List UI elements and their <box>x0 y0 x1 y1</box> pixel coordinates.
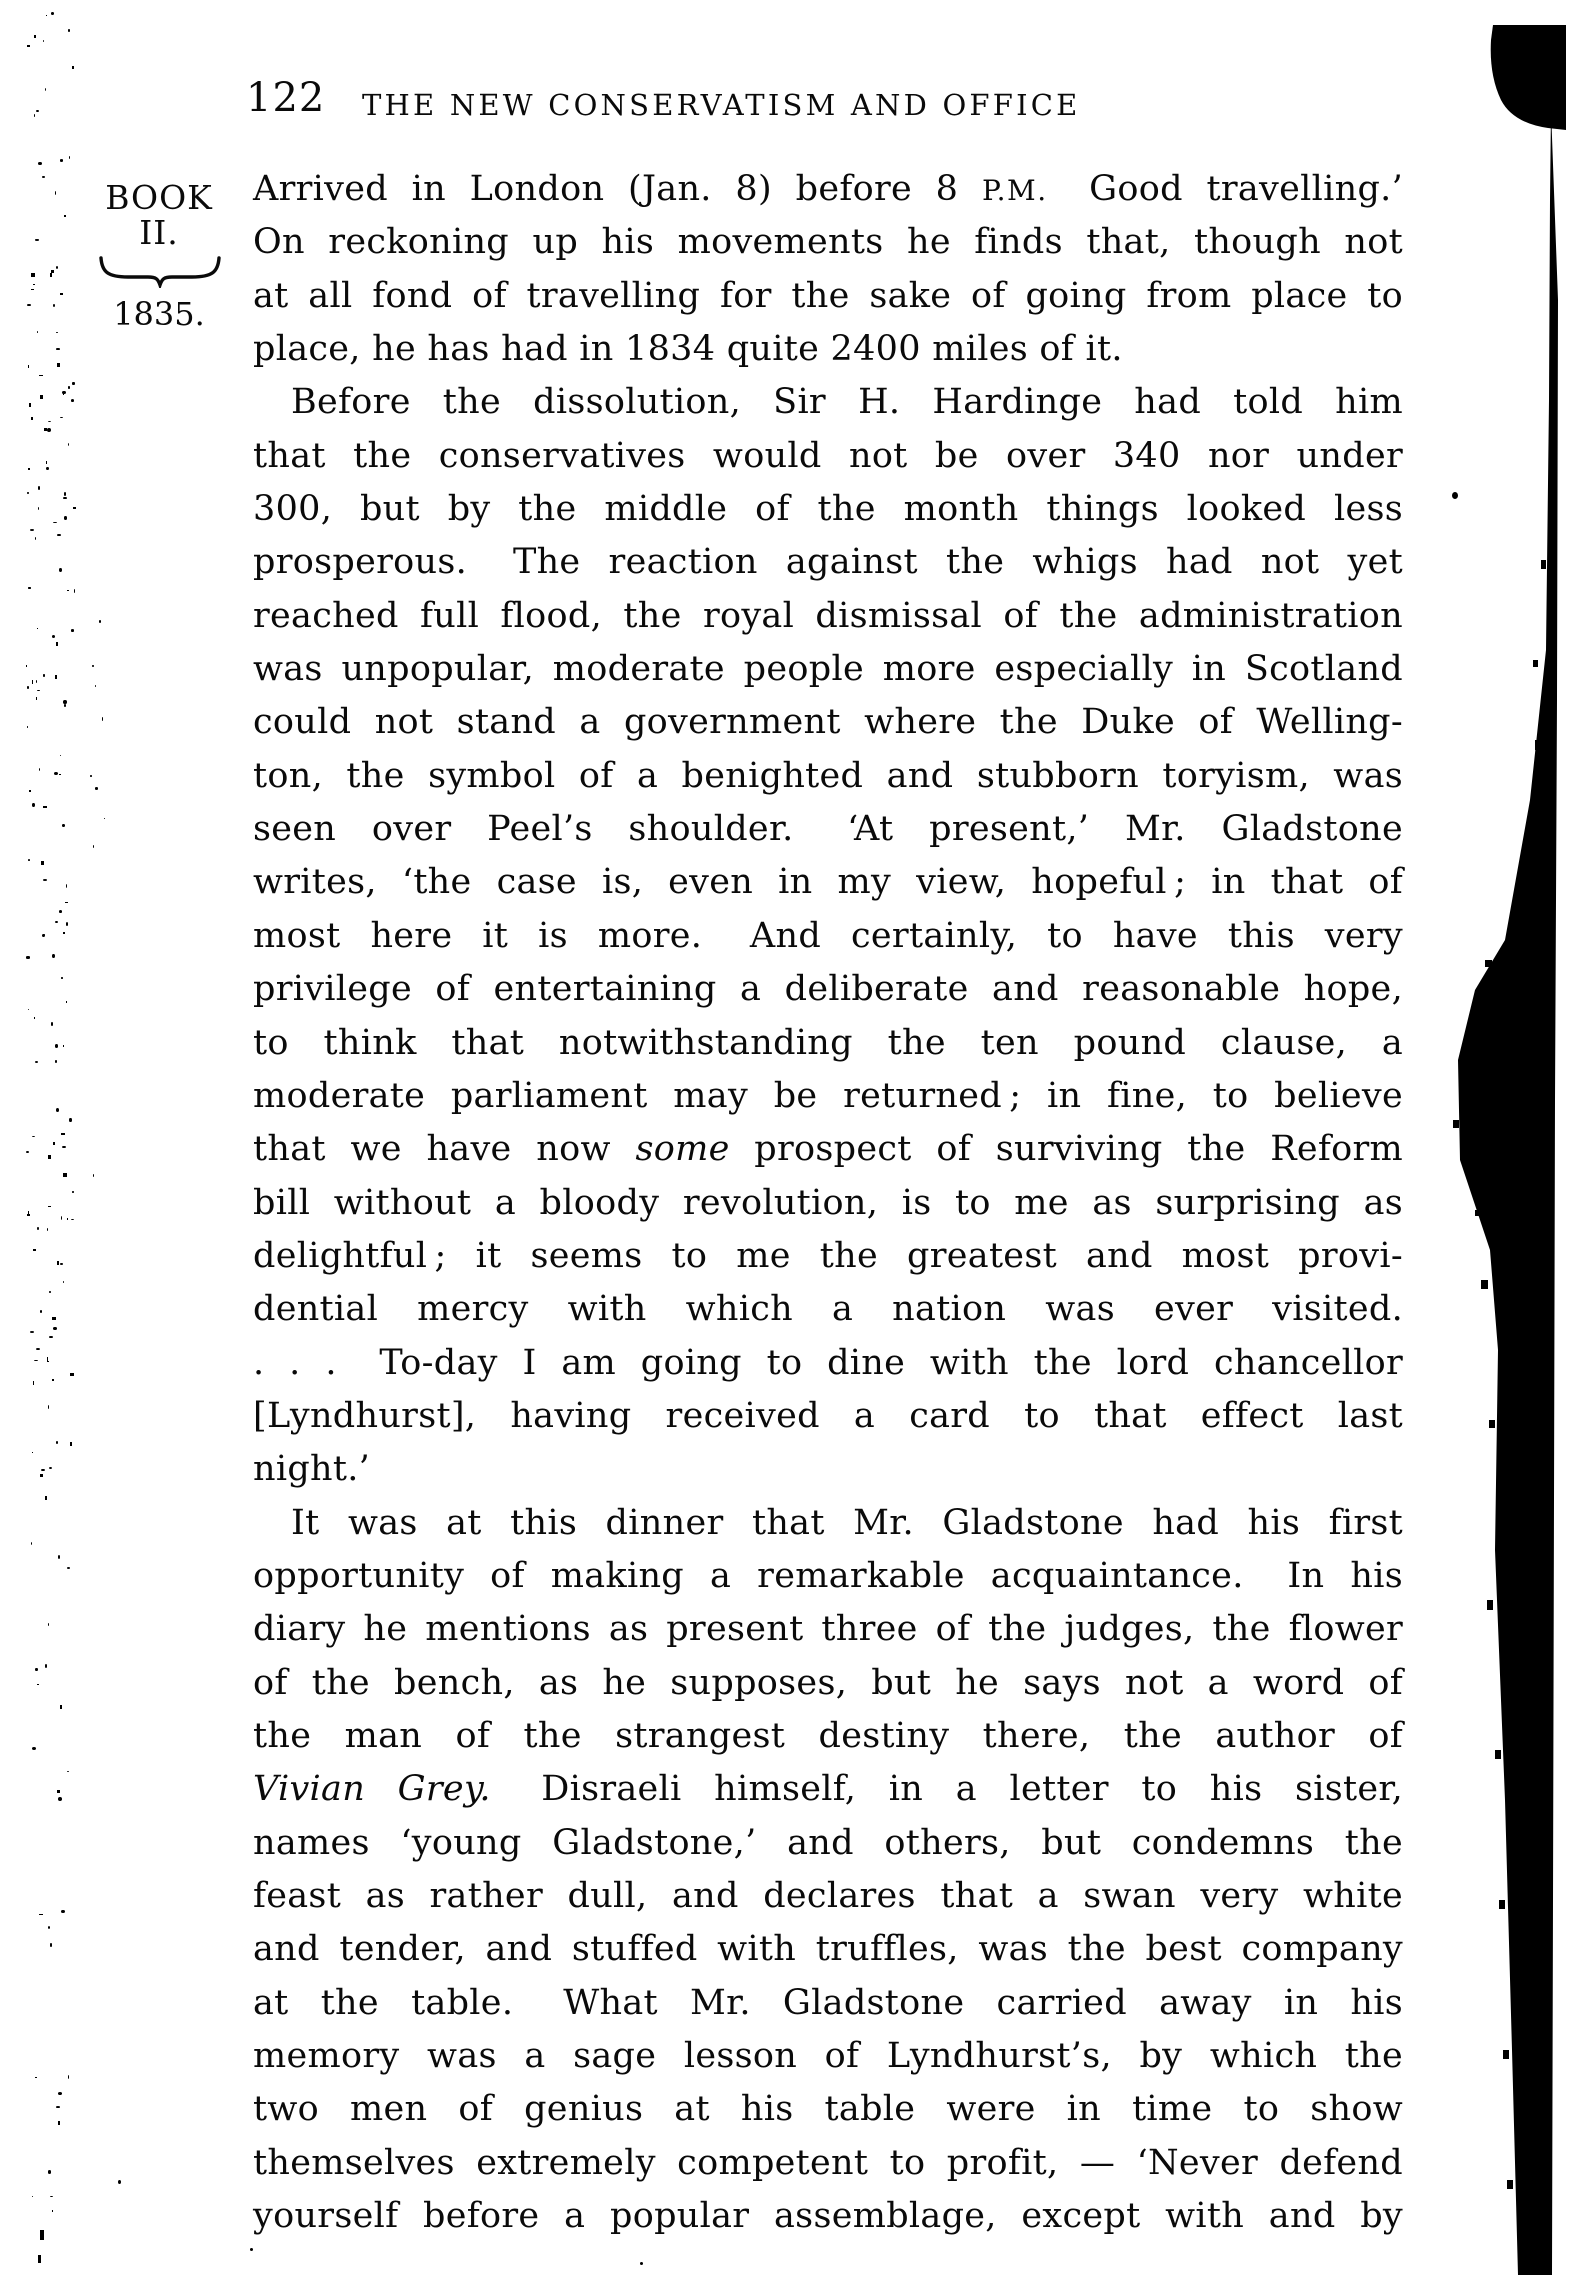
scan-speck <box>99 620 102 623</box>
scan-speck <box>34 1017 35 1019</box>
scan-speck <box>48 421 52 422</box>
scan-speck <box>95 685 96 687</box>
scan-speck <box>49 1336 52 1338</box>
scan-speck <box>53 304 55 307</box>
scan-speck <box>37 331 38 333</box>
scan-speck <box>31 289 35 290</box>
text-line: writes, ‘the case is, even in my view, hopeful ; in that of <box>253 862 1403 903</box>
scan-speck <box>52 954 55 958</box>
text-line: ton, the symbol of a benighted and stubborn toryism, was <box>253 755 1403 796</box>
scan-speck <box>28 1009 29 1010</box>
scan-speck <box>52 1379 54 1381</box>
text-line: two men of genius at his table were in time to show <box>253 2089 1403 2130</box>
text-line: at the table. What Mr. Gladstone carried away in his <box>253 1982 1403 2023</box>
text-line: yourself before a popular assemblage, except with and by <box>253 2196 1403 2237</box>
scan-speck <box>51 1022 54 1025</box>
scan-speck <box>60 417 62 418</box>
text-line: memory was a sage lesson of Lyndhurst’s, by which the <box>253 2036 1403 2077</box>
text-line: and tender, and stuffed with truffles, was the best company <box>253 1929 1403 1970</box>
scan-speck <box>41 861 44 865</box>
text-line: of the bench, as he supposes, but he says not a word of <box>253 1662 1403 1703</box>
scan-speck <box>45 88 46 92</box>
scan-speck <box>42 176 45 178</box>
scan-speck <box>64 704 66 707</box>
scan-speck <box>40 1474 43 1477</box>
text-line: night.’ <box>253 1449 371 1490</box>
scan-speck <box>66 884 67 888</box>
scan-speck <box>30 1331 34 1333</box>
margin-note-year: 1835. <box>113 295 205 333</box>
scan-speck <box>69 1118 71 1122</box>
scan-speck <box>48 1405 49 1409</box>
scan-speck <box>49 1467 52 1469</box>
scan-speck <box>31 273 34 277</box>
scan-speck <box>41 1469 45 1472</box>
scan-speck <box>36 680 37 682</box>
scan-speck <box>62 824 65 827</box>
scan-speck <box>27 304 31 306</box>
scan-speck <box>46 467 49 470</box>
scan-speck <box>39 1914 43 1915</box>
text-line: feast as rather dull, and declares that a swan very white <box>253 1876 1403 1916</box>
text-line: reached full flood, the royal dismissal of the administration <box>253 595 1403 636</box>
scan-speck <box>55 1044 58 1047</box>
scan-speck <box>50 1943 52 1947</box>
scan-speck <box>39 375 43 377</box>
scan-speck <box>61 1216 62 1220</box>
scan-speck <box>57 363 60 367</box>
scan-speck <box>37 628 38 629</box>
scan-speck <box>62 391 66 394</box>
scan-speck <box>70 1373 74 1376</box>
scan-speck <box>66 1001 67 1003</box>
scan-speck <box>38 507 39 510</box>
scan-speck <box>29 403 32 406</box>
scan-speck <box>32 2196 33 2198</box>
scan-speck <box>68 386 69 389</box>
scan-speck <box>68 443 69 447</box>
text-line: most here it is more. And certainly, to have this very <box>253 915 1403 956</box>
scan-speck <box>27 1214 30 1216</box>
scan-speck <box>38 486 41 489</box>
text-line: diary he mentions as present three of the judges, the flower <box>253 1609 1403 1650</box>
scan-speck <box>53 522 57 523</box>
text-line: to think that notwithstanding the ten pound clause, a <box>253 1022 1403 1063</box>
scan-speck <box>59 910 63 913</box>
scan-speck <box>36 697 37 699</box>
scan-speck <box>27 686 29 689</box>
scan-gutter-artifact <box>1445 0 1573 2275</box>
scan-speck <box>44 428 47 430</box>
text-line: Arrived in London (Jan. 8) before 8 P.M. Good travelling.’ <box>253 169 1404 209</box>
scan-speck <box>35 537 36 540</box>
scan-speck <box>56 332 58 334</box>
margin-note-book-number: II. <box>139 213 179 252</box>
scan-speck <box>69 156 70 159</box>
scan-speck <box>34 114 35 116</box>
scan-speck <box>55 1060 56 1063</box>
scan-speck <box>52 2210 53 2212</box>
scan-speck <box>72 1191 73 1193</box>
text-line: delightful ; it seems to me the greatest and most provi- <box>253 1235 1403 1276</box>
text-line: prosperous. The reaction against the whigs had not yet <box>253 542 1403 583</box>
scan-speck <box>93 845 94 848</box>
text-line: bill without a bloody revolution, is to me as surprising as <box>253 1182 1403 1223</box>
scan-speck <box>40 1310 42 1312</box>
scan-speck <box>29 790 31 792</box>
scan-speck <box>27 726 28 727</box>
text-line: the man of the strangest destiny there, the author of <box>253 1715 1403 1756</box>
scan-speck <box>61 977 63 978</box>
scan-speck <box>33 1381 35 1385</box>
scan-speck <box>33 284 35 286</box>
scan-speck <box>74 589 75 593</box>
scan-speck <box>92 665 94 667</box>
scan-speck <box>71 399 74 402</box>
text-line: privilege of entertaining a deliberate and reasonable hope, <box>253 969 1403 1010</box>
scan-speck <box>48 1155 51 1159</box>
text-line: It was at this dinner that Mr. Gladstone had his first <box>291 1502 1403 1543</box>
scan-speck <box>53 1142 55 1146</box>
scan-speck <box>52 1317 56 1321</box>
scan-speck <box>34 1360 38 1362</box>
text-line: [Lyndhurst], having received a card to that effect last <box>253 1395 1403 1436</box>
scan-speck <box>73 507 76 510</box>
text-line: dential mercy with which a nation was ever visited. <box>253 1289 1403 1330</box>
scan-speck <box>64 215 66 217</box>
page-number: 122 <box>246 75 326 121</box>
scan-speck <box>56 348 59 350</box>
scan-speck <box>30 529 34 531</box>
scan-speck <box>38 2255 41 2263</box>
scan-speck <box>33 1249 36 1251</box>
running-header-title: THE NEW CONSERVATISM AND OFFICE <box>362 88 1081 122</box>
body-text-block <box>253 163 1403 2243</box>
scan-speck <box>48 2170 52 2173</box>
scan-speck <box>104 818 105 819</box>
scan-speck <box>26 956 29 958</box>
scan-speck <box>28 587 30 588</box>
scan-speck <box>72 66 73 69</box>
scan-speck <box>43 806 47 808</box>
scan-speck <box>57 1790 60 1793</box>
scan-speck <box>49 1291 51 1293</box>
scan-speck <box>60 293 63 295</box>
scan-speck <box>47 1228 49 1231</box>
scan-speck <box>58 2121 59 2125</box>
scan-speck <box>67 1218 69 1220</box>
scan-speck <box>63 1281 64 1283</box>
scan-speck <box>47 1361 49 1362</box>
text-line: . . . To-day I am going to dine with the lord chancellor <box>253 1342 1403 1383</box>
scan-speck <box>46 15 47 16</box>
scan-speck <box>26 1151 29 1153</box>
scan-speck <box>63 1173 67 1177</box>
scan-speck <box>48 1926 50 1929</box>
scan-speck <box>59 568 62 571</box>
scan-speck <box>67 1567 70 1569</box>
scan-speck <box>53 1327 56 1331</box>
scan-speck <box>27 45 30 47</box>
scan-speck <box>68 2075 69 2078</box>
scan-speck <box>40 395 43 399</box>
scan-speck <box>26 665 27 667</box>
scan-speck <box>66 922 69 926</box>
scan-speck <box>36 110 39 112</box>
scan-speck <box>39 768 40 771</box>
scan-speck <box>68 29 70 33</box>
scan-speck <box>35 1668 38 1672</box>
text-line: opportunity of making a remarkable acquaintance. In his <box>253 1555 1403 1596</box>
scan-speck <box>118 2180 121 2184</box>
scan-speck <box>61 1133 65 1135</box>
scan-speck <box>63 932 65 934</box>
scan-speck <box>59 774 60 775</box>
scan-speck <box>56 1441 58 1444</box>
text-line: 300, but by the middle of the month things looked less <box>253 489 1403 530</box>
scan-speck <box>28 365 30 367</box>
scan-speck <box>71 629 75 631</box>
text-line: place, he has had in 1834 quite 2400 miles of it. <box>253 329 1123 370</box>
scan-speck <box>58 1797 62 1801</box>
scan-speck <box>43 674 44 678</box>
scan-speck <box>35 239 39 240</box>
scan-speck <box>60 1705 61 1709</box>
scan-speck <box>48 1206 51 1207</box>
scan-speck <box>95 787 98 789</box>
scan-speck <box>56 2106 60 2108</box>
scan-speck <box>62 1146 65 1149</box>
scan-speck <box>56 266 58 269</box>
text-line: at all fond of travelling for the sake of going from place to <box>253 275 1403 316</box>
margin-brace-icon <box>98 256 222 288</box>
scan-speck <box>28 468 30 470</box>
scan-speck <box>102 717 104 720</box>
scan-speck <box>27 492 30 494</box>
text-line: that we have now some prospect of surviving the Reform <box>253 1129 1404 1170</box>
scan-speck <box>60 755 61 756</box>
text-line: Before the dissolution, Sir H. Hardinge had told him <box>291 382 1403 423</box>
text-line: names ‘young Gladstone,’ and others, but condemns the <box>253 1822 1403 1863</box>
scan-speck <box>37 1684 39 1685</box>
scan-speck <box>63 1045 64 1047</box>
text-line: could not stand a government where the Duke of Welling- <box>253 702 1403 743</box>
scan-speck <box>71 1219 74 1220</box>
scan-speck <box>43 40 44 42</box>
scan-speck <box>250 2248 253 2251</box>
scan-speck <box>60 1263 63 1265</box>
scan-speck <box>38 162 42 166</box>
scan-speck <box>54 772 58 775</box>
scan-speck <box>40 2230 44 2240</box>
scan-speck <box>32 1136 35 1137</box>
scan-speck <box>56 1108 59 1112</box>
scan-speck <box>90 775 92 777</box>
scan-speck <box>37 1227 39 1230</box>
scan-speck <box>63 497 67 500</box>
scan-speck <box>56 642 59 646</box>
scan-speck <box>31 417 33 420</box>
text-line: themselves extremely competent to profit, — ‘Never defend <box>253 2142 1403 2183</box>
margin-note-book: BOOK <box>105 178 213 217</box>
scan-speck <box>47 428 51 432</box>
scan-speck <box>52 635 55 638</box>
scan-speck <box>61 1910 65 1913</box>
scan-speck <box>48 1623 49 1625</box>
scan-speck <box>35 1061 39 1063</box>
scan-speck <box>43 879 47 881</box>
scan-speck <box>50 273 52 277</box>
scan-speck <box>93 1174 94 1177</box>
scan-speck <box>37 690 39 691</box>
scan-speck <box>28 859 30 861</box>
scan-speck <box>70 1442 72 1446</box>
scan-speck <box>1452 492 1458 499</box>
scan-speck <box>32 1452 34 1453</box>
scan-speck <box>31 1542 32 1546</box>
scan-speck <box>64 516 67 519</box>
scan-speck <box>50 2196 52 2197</box>
scan-speck <box>32 680 33 684</box>
scan-speck <box>67 590 69 591</box>
text-line: was unpopular, moderate people more especially in Scotland <box>253 649 1403 690</box>
scan-speck <box>60 159 64 162</box>
scan-speck <box>65 902 68 903</box>
text-line: that the conservatives would not be over 340 nor under <box>253 435 1403 476</box>
scan-speck <box>55 675 57 679</box>
scan-speck <box>45 1496 47 1500</box>
text-line: moderate parliament may be returned ; in fine, to believe <box>253 1075 1403 1116</box>
scan-speck <box>51 12 54 15</box>
scan-speck <box>32 803 35 807</box>
text-line: On reckoning up his movements he finds that, though not <box>253 222 1403 263</box>
scan-speck <box>42 934 45 938</box>
scan-speck <box>45 1664 47 1668</box>
text-line: Vivian Grey. Disraeli himself, in a letter to his sister, <box>253 1769 1404 1810</box>
scan-speck <box>58 1555 60 1559</box>
scan-speck <box>640 2262 643 2265</box>
scan-speck <box>72 382 74 386</box>
scan-speck <box>55 921 58 923</box>
scan-speck <box>57 534 61 537</box>
scan-speck <box>32 1747 36 1750</box>
scan-speck <box>46 461 47 463</box>
scan-speck <box>35 2077 37 2078</box>
scan-speck <box>55 191 56 194</box>
text-line: seen over Peel’s shoulder. ‘At present,’ Mr. Gladstone <box>253 809 1403 850</box>
scan-speck <box>36 1348 40 1350</box>
scan-speck <box>57 1261 59 1265</box>
scan-speck <box>64 492 67 496</box>
scan-speck <box>67 1771 69 1772</box>
scan-speck <box>34 35 36 38</box>
scan-speck <box>58 2092 62 2095</box>
